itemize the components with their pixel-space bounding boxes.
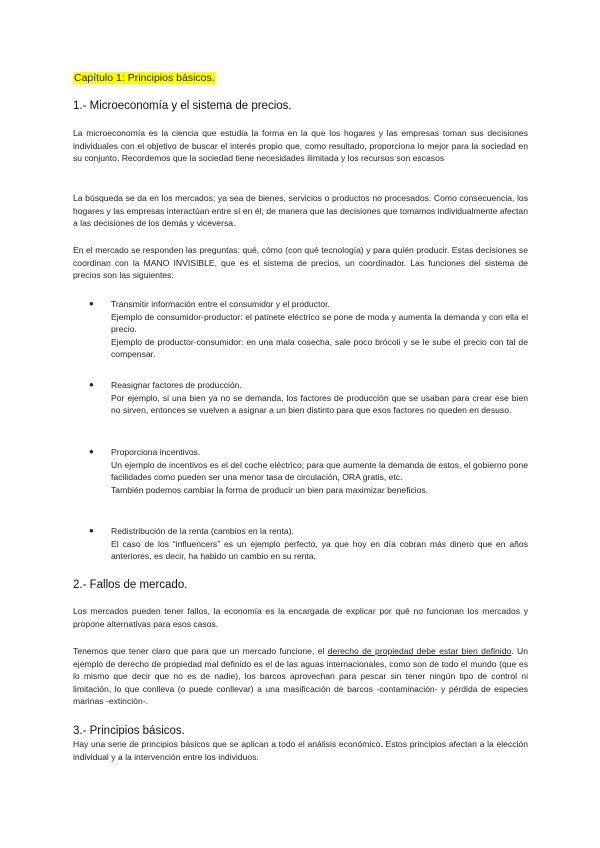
section2-p2-after: . Un ejemplo de derecho de propiedad mal definido es el de las aguas internacionales, como son de todo el mundo (que es lo mismo que decir que no es de nadie), los barcos aprovechan para pescar sin tener ningún tipo de control ni limitación, lo que conlleva (o puede conllevar) a una masificación de barcos -contaminación- y pérdida de especies marinas -extinción-. bbox=[73, 646, 528, 707]
section3-heading: 3.- Principios básicos. bbox=[73, 725, 185, 737]
bullet-icon: ● bbox=[89, 526, 94, 535]
list-item-line: También podemos cambiar la forma de producir un bien para maximizar beneficios. bbox=[111, 484, 429, 495]
list-item-line: Un ejemplo de incentivos es el del coche eléctrico; para que aumente la demanda de estos, el gobierno pone facilidades como pueden ser una menor tasa de circulación, ORA gratis, etc. bbox=[111, 459, 528, 483]
list-item bbox=[73, 525, 528, 563]
section2-heading: 2.- Fallos de mercado. bbox=[73, 579, 188, 591]
list-item-title: Transmitir información entre el consumidor y el productor. bbox=[111, 299, 330, 309]
list-item-line: El caso de los “influencers” es un ejemplo perfecto, ya que hoy en día cobran más dinero que en años anteriores, es decir, ha habido un cambio en su renta. bbox=[111, 538, 528, 562]
section1-paragraph-2: La búsqueda se da en los mercados; ya sea de bienes, servicios o productos no procesados. Como consecuencia, los hogares y las empresas interactúan entre sí en él; de manera que las decisiones que tomamos individualmente afectan a las decisiones de los demás y viceversa. bbox=[73, 193, 528, 229]
price-functions-list bbox=[73, 525, 528, 563]
list-item-line: Ejemplo de consumidor-productor: el patinete eléctrico se pone de moda y aumenta la demanda y con ella el precio. bbox=[111, 311, 528, 335]
section1-paragraph-1: La microeconomía es la ciencia que estudia la forma en la que los hogares y las empresas toman sus decisiones individuales con el objetivo de buscar el interés propio que, como resultado, proporciona lo mejor para la sociedad en su conjunto. Recordemos que la sociedad tiene necesidades ilimitada y los recursos son escasos bbox=[73, 128, 528, 164]
list-item bbox=[73, 379, 528, 417]
section2-p2-before: Tenemos que tener claro que para que un mercado funcione, el bbox=[73, 646, 328, 656]
section1-paragraph-3: En el mercado se responden las preguntas: qué, cómo (con qué tecnología) y para quién producir. Estas decisiones se coordinan con la MANO INVISIBLE, que es el sistema de precios, un coordinador. Las funciones del sistema de precios son las siguientes: bbox=[73, 245, 528, 281]
price-functions-list bbox=[73, 446, 528, 496]
section2-p2-underlined: derecho de propiedad debe estar bien definido bbox=[327, 646, 512, 656]
bullet-icon: ● bbox=[89, 447, 94, 456]
section2-paragraph-2 bbox=[73, 645, 528, 708]
price-functions-list bbox=[73, 379, 528, 417]
chapter-title bbox=[73, 72, 216, 85]
list-item-title: Reasignar factores de producción. bbox=[111, 380, 242, 390]
bullet-icon: ● bbox=[89, 380, 94, 389]
list-item bbox=[73, 446, 528, 496]
list-item-title: Redistribución de la renta (cambios en la renta). bbox=[111, 526, 294, 536]
price-functions-list bbox=[73, 298, 528, 361]
bullet-icon: ● bbox=[89, 299, 94, 308]
section1-heading: 1.- Microeconomía y el sistema de precios. bbox=[73, 100, 292, 112]
list-item-line: Ejemplo de productor-consumidor: en una mala cosecha, sale poco brócoli y se le sube el precio con tal de compensar. bbox=[111, 336, 528, 360]
section2-paragraph-1: Los mercados pueden tener fallos, la economía es la encargada de explicar por qué no funcionan los mercados y propone alternativas para esos casos. bbox=[73, 606, 528, 629]
chapter-title-text: Capítulo 1: Principios básicos. bbox=[74, 72, 215, 84]
list-item bbox=[73, 298, 528, 361]
list-item-line: Por ejemplo, si una bien ya no se demanda, los factores de producción que se usaban para crear ese bien no sirven, entonces se vuelven a asignar a un bien distinto para que esos factores no queden en desuso. bbox=[111, 392, 528, 416]
list-item-title: Proporciona incentivos. bbox=[111, 447, 201, 457]
section3-paragraph-1: Hay una serie de principios básicos que se aplican a todo el análisis económico. Estos principios afectan a la elección individual y a la intervención entre los individuos. bbox=[73, 739, 528, 762]
